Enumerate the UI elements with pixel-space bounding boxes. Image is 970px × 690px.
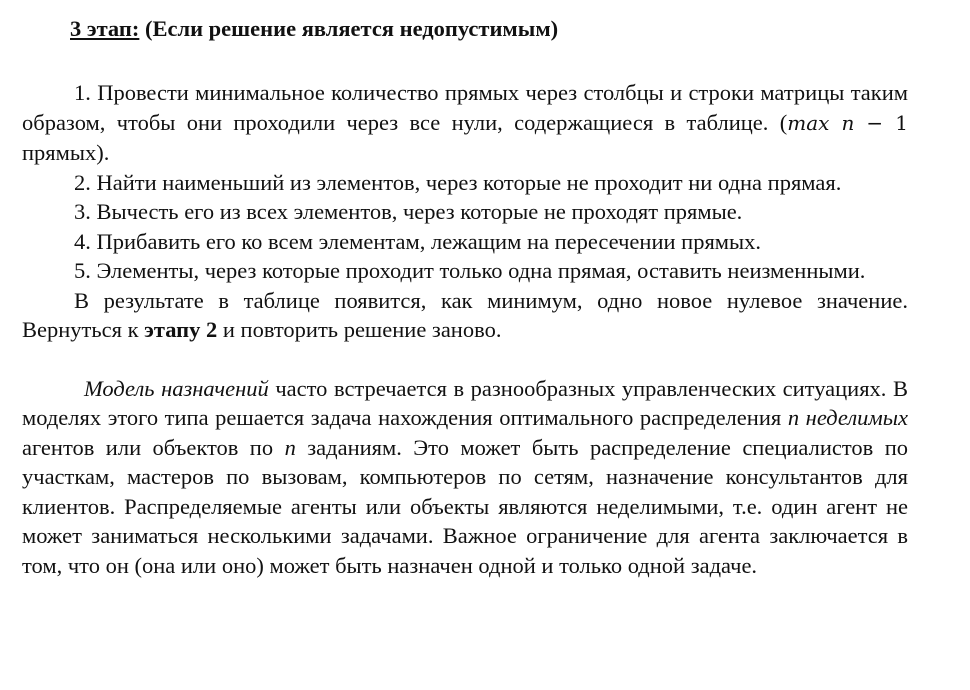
- result-text-end: и повторить решение заново.: [217, 317, 502, 342]
- math-expression: [787, 111, 908, 135]
- math-variable: max n: [787, 110, 855, 135]
- step-5: 5. Элементы, через которые проходит только одна прямая, оставить неизменными.: [74, 258, 866, 283]
- stage-label: 3 этап:: [70, 16, 140, 41]
- model-term: Модель назначений: [84, 375, 269, 401]
- result-text: В результате в таблице появится, как минимум, одно новое нулевое значение. Вернуться к: [22, 287, 908, 342]
- document-page: [22, 14, 908, 580]
- steps-list: [22, 78, 908, 345]
- math-operator: −: [854, 110, 896, 135]
- step-1-text-end: прямых).: [22, 140, 110, 165]
- model-text-1: часто встречается в разнообразных управленческих ситуациях. В моделях этого типа решается задача нахождения оптимального распределения: [22, 375, 909, 430]
- assignment-model-section: [22, 374, 908, 581]
- math-number: 1: [895, 110, 908, 135]
- step-3: 3. Вычесть его из всех элементов, через которые не проходят прямые.: [74, 199, 743, 224]
- step-1: [22, 78, 908, 168]
- model-paragraph: [22, 374, 908, 581]
- model-italic-n-indivisible: n неделимых: [787, 405, 908, 430]
- stage-title: (Если решение является недопустимым): [144, 16, 559, 41]
- step-4: 4. Прибавить его ко всем элементам, лежащим на пересечении прямых.: [74, 228, 762, 254]
- model-italic-n: n: [284, 434, 296, 460]
- step-1-text: 1. Провести минимальное количество прямых через столбцы и строки матрицы таким образом, чтобы они проходили через все нули, содержащиеся в таблице. (: [22, 80, 908, 135]
- stage-2-reference: этапу 2: [144, 317, 218, 342]
- step-2: 2. Найти наименьший из элементов, через которые не проходит ни одна прямая.: [74, 169, 842, 195]
- model-text-2: агентов или объектов по: [22, 434, 285, 460]
- model-text-3: заданиям. Это может быть распределение специалистов по участкам, мастеров по вызовам, компьютеров по сетям, назначение консультантов для клиентов. Распределяемые агенты или объекты являются неделимыми, т.е. один агент не может заниматься несколькими задачами. Важное ограничение для агента заключается в том, что он (она или оно) может быть назначен одной и только одной задаче.: [22, 434, 909, 578]
- result-paragraph: [22, 286, 908, 345]
- section-heading: [70, 14, 908, 44]
